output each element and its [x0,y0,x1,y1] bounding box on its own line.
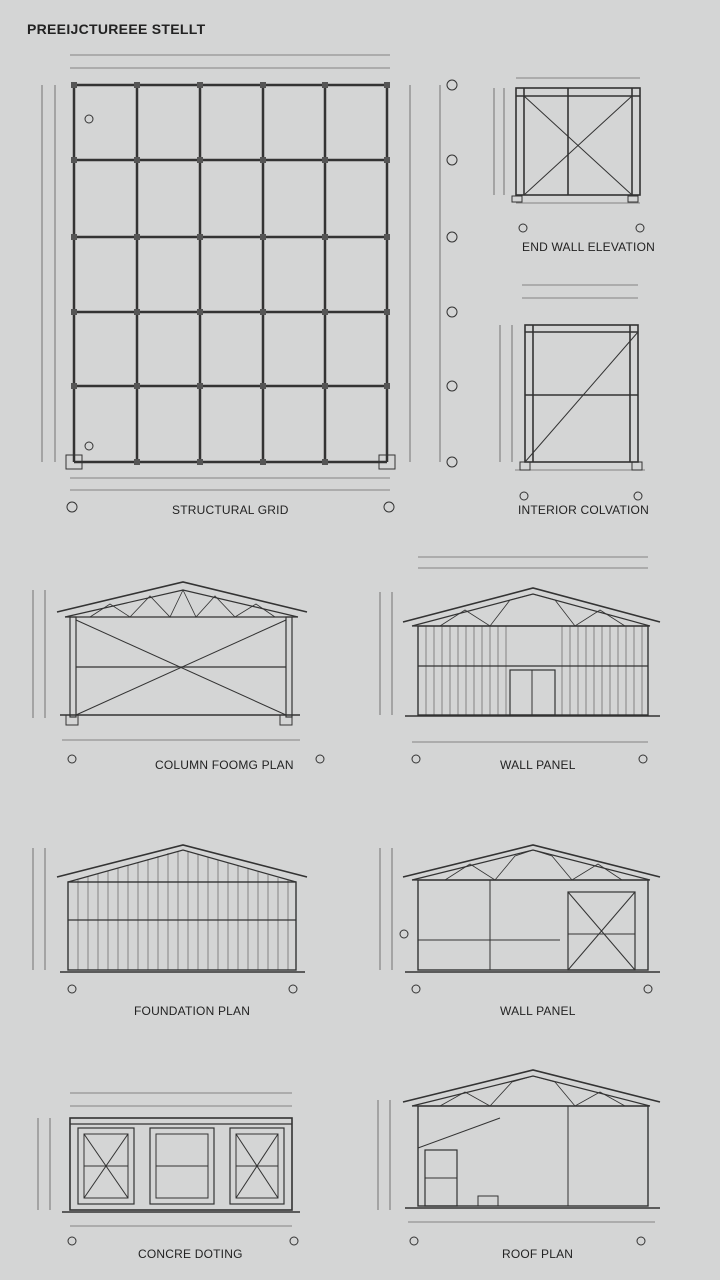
caption-foundation-plan: FOUNDATION PLAN [134,1004,251,1018]
roof-plan-drawing [378,1070,660,1245]
caption-end-wall-elevation: END WALL ELEVATION [522,240,655,254]
structural-grid-drawing [42,55,457,512]
wall-panel-1-drawing [380,557,660,763]
caption-wall-panel-1: WALL PANEL [500,758,576,772]
caption-roof-plan: ROOF PLAN [502,1247,574,1261]
foundation-plan-drawing [33,845,307,993]
caption-interior-elevation: INTERIOR COLVATION [518,503,649,517]
concrete-footing-drawing [38,1093,300,1245]
end-wall-elevation-drawing [494,78,644,232]
caption-concrete-footing: CONCRE DOTING [138,1247,243,1261]
caption-column-footing: COLUMN FOOMG PLAN [155,758,294,772]
caption-structural-grid: STRUCTURAL GRID [172,503,289,517]
column-footing-drawing [33,582,324,763]
caption-wall-panel-2: WALL PANEL [500,1004,576,1018]
sheet-title: PREEIJCTUREEE STELLT [27,21,206,37]
wall-panel-2-drawing [380,845,660,993]
interior-elevation-drawing [500,285,645,500]
